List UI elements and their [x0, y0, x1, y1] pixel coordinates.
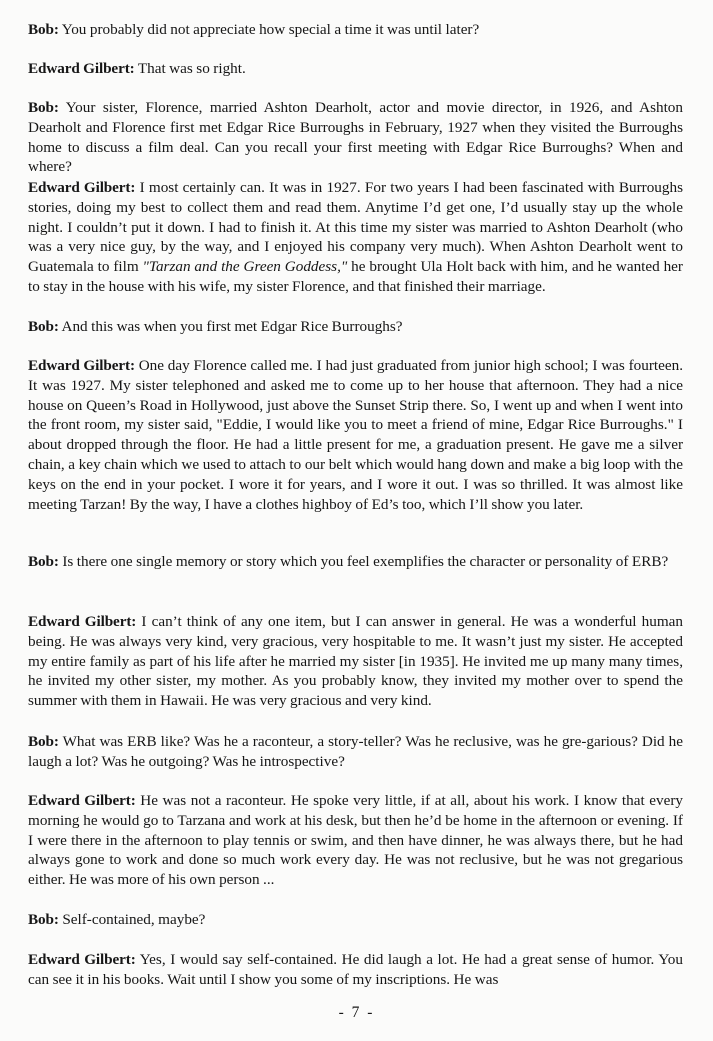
paragraph-text: Yes, I would say self-contained. He did laugh a lot. He had a great sense of humor. You can see it in his books. Wait until I show you some of my inscriptions. He was [28, 951, 683, 988]
paragraph [28, 317, 403, 337]
paragraph-text: I most certainly can. It was in 1927. For two years I had been fascinated with Burroughs stories, doing my best to collect them and read them. Anytime I’d get one, I’d usually stay up the whole night. I couldn’t put it down. I had to finish it. At this time my sister was married to Ashton Dearholt (who was a very nice guy, by the way, and I enjoyed his company very much). When Ashton Dearholt went to Guatemala to film [28, 179, 683, 276]
paragraph-text: He was not a raconteur. He spoke very little, if at all, about his work. I know that every morning he would go to Tarzana and work at his desk, but then he’d be home in the afternoon or evening. If I were there in the afternoon to play tennis or swim, and then have dinner, he was always there, but he had always gone to work and done so much work every day. He was not reclusive, but he was not gregarious either. He was more of his own person ... [28, 792, 683, 889]
paragraph-text: Is there one single memory or story which you feel exemplifies the character or personality of ERB? [58, 553, 669, 570]
paragraph-text: Self-contained, maybe? [58, 911, 206, 928]
paragraph-text: I can’t think of any one item, but I can answer in general. He was a wonderful human being. He was always very kind, very gracious, very hospitable to me. It wasn’t just my sister. He accepted my entire family as part of his life after he married my sister [in 1935]. He invited me up many many times, he invited my other sister, my mother. As you probably know, they invited my mother over to spend the summer with them in Hawaii. He was very gracious and very kind. [28, 613, 683, 710]
paragraph-text: he brought Ula Holt back with him, and he wanted her to stay in the house with his wife, my sister Florence, and that finished their marriage. [28, 258, 683, 295]
film-title: "Tarzan and the Green Goddess," [142, 258, 348, 276]
paragraph [28, 20, 479, 40]
speaker-name: Edward Gilbert: [28, 613, 137, 630]
paragraph [28, 356, 683, 514]
speaker-name: Edward Gilbert: [28, 357, 135, 374]
paragraph [28, 910, 205, 930]
speaker-name: Edward Gilbert: [28, 951, 136, 968]
paragraph-text: What was ERB like? Was he a raconteur, a story-teller? Was he reclusive, was he gre-garious? Did he laugh a lot? Was he outgoing? Was he introspective? [28, 733, 683, 770]
paragraph [28, 98, 683, 177]
paragraph [28, 732, 683, 772]
page-number: - 7 - [338, 1004, 375, 1021]
paragraph-text: That was so right. [134, 60, 246, 77]
paragraph [28, 612, 683, 711]
paragraph-text: Your sister, Florence, married Ashton Dearholt, actor and movie director, in 1926, and Ashton Dearholt and Florence first met Edgar Rice Burroughs in February, 1927 when they visited the Burroughs home to discuss a film deal. Can you recall your first meeting with Edgar Rice Burroughs? When and where? [28, 99, 683, 176]
paragraph-text: And this was when you first met Edgar Rice Burroughs? [58, 318, 403, 335]
speaker-name: Edward Gilbert: [28, 792, 136, 809]
speaker-name: Edward Gilbert: [28, 179, 136, 196]
speaker-name: Bob: [28, 553, 59, 570]
speaker-name: Bob: [28, 21, 59, 38]
paragraph-text: One day Florence called me. I had just graduated from junior high school; I was fourteen. It was 1927. My sister telephoned and asked me to come up to her house that afternoon. They had a nice house on Queen’s Road in Hollywood, just above the Sunset Strip there. So, I went up and when I went into the front room, my sister said, "Eddie, I would like you to meet a friend of mine, Edgar Rice Burroughs." I about dropped through the floor. He had a little present for me, a graduation present. He gave me a silver chain, a key chain which we used to attach to our belt which would hang down and make a big loop with the keys on the end in your pocket. I wore it for years, and I wore it out. I was so thrilled. It was almost like meeting Tarzan! By the way, I have a clothes highboy of Ed’s too, which I’ll show you later. [28, 357, 683, 513]
paragraph [28, 791, 683, 890]
paragraph [28, 950, 683, 990]
paragraph [28, 59, 246, 79]
speaker-name: Bob: [28, 99, 59, 116]
paragraph [28, 552, 668, 572]
speaker-name: Bob: [28, 318, 59, 335]
paragraph [28, 178, 683, 297]
paragraph-text: You probably did not appreciate how special a time it was until later? [58, 21, 480, 38]
speaker-name: Edward Gilbert: [28, 60, 135, 77]
speaker-name: Bob: [28, 733, 59, 750]
speaker-name: Bob: [28, 911, 59, 928]
